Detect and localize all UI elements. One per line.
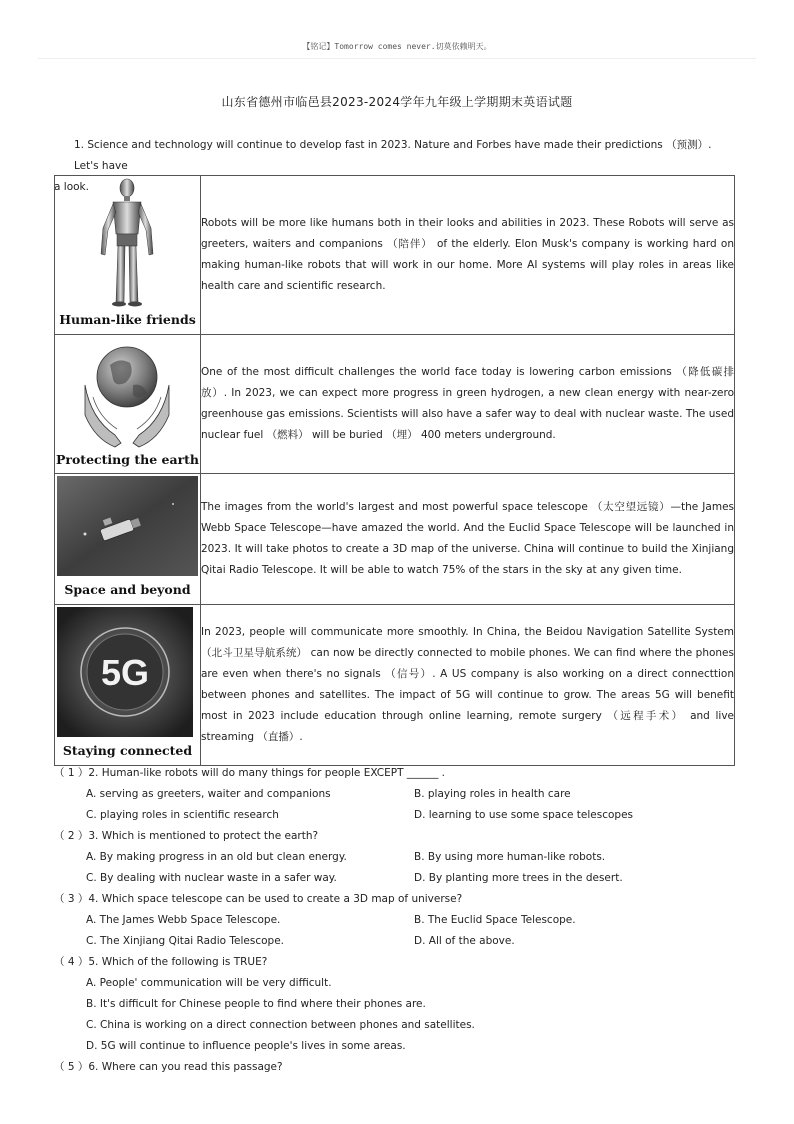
image-cell-5g (55, 605, 201, 766)
question-stem-5: （ 5 ）6. Where can you read this passage? (54, 1061, 283, 1073)
robot-illustration (55, 176, 200, 334)
option-b[interactable]: B. The Euclid Space Telescope. (414, 914, 576, 926)
option-a[interactable]: A. People' communication will be very difficult. (86, 977, 332, 989)
option-c[interactable]: C. China is working on a direct connection between phones and satellites. (86, 1019, 475, 1031)
caption-earth: Protecting the earth (55, 452, 200, 467)
option-b[interactable]: B. It's difficult for Chinese people to find where their phones are. (86, 998, 426, 1010)
passage-text-5g: In 2023, people will communicate more smoothly. In China, the Beidou Navigation Satellite System （北斗卫星导航系统） can now be directly connected to mobile phones. We can find where the phones are even when there's no signals （信号）. A US company is also working on a direct connecttion between phones and satellites. The impact of 5G will continue to grow. The areas 5G will benefit most in 2023 include education through online learning, remote surgery （远程手术） and live streaming （直播）. (201, 605, 735, 766)
intro-line-2: a look. (54, 181, 89, 193)
options-row (54, 868, 744, 889)
caption-space: Space and beyond (64, 582, 191, 597)
option-d[interactable]: D. 5G will continue to influence people's lives in some areas. (86, 1040, 406, 1052)
image-cell-robots (55, 176, 201, 335)
passage-row-space (55, 474, 735, 605)
option-d[interactable]: D. learning to use some space telescopes (414, 809, 634, 821)
header-divider (38, 58, 756, 59)
intro-line-1: 1. Science and technology will continue to develop fast in 2023. Nature and Forbes have made their predictions （预测）. Let's have (74, 139, 712, 172)
options-row (54, 910, 744, 931)
option-d[interactable]: D. All of the above. (414, 935, 515, 947)
option-b[interactable]: B. playing roles in health care (414, 788, 571, 800)
option-d[interactable]: D. By planting more trees in the desert. (414, 872, 623, 884)
5g-badge-illustration (55, 605, 200, 765)
options-row (54, 784, 744, 805)
question-stem-4: （ 4 ）5. Which of the following is TRUE? (54, 956, 268, 968)
caption-robots: Human-like friends (59, 312, 196, 327)
option-b[interactable]: B. By using more human-like robots. (414, 851, 606, 863)
passage-table (54, 175, 735, 766)
question-stem-3: （ 3 ）4. Which space telescope can be used to create a 3D map of universe? (54, 893, 463, 905)
header-note: 【铭记】Tomorrow comes never.切莫依赖明天。 (302, 42, 492, 51)
options-row (54, 805, 744, 826)
question-stem-1: （ 1 ）2. Human-like robots will do many things for people EXCEPT ______ . (54, 767, 446, 779)
option-a[interactable]: A. serving as greeters, waiter and companions (86, 788, 331, 800)
questions-section (54, 763, 744, 1078)
option-c[interactable]: C. The Xinjiang Qitai Radio Telescope. (86, 935, 284, 947)
passage-text-robots: Robots will be more like humans both in their looks and abilities in 2023. These Robots will serve as greeters, waiters and companions （陪伴） of the elderly. Elon Musk's company is working hard on making human-like robots that will work in our home. More AI systems will play roles in areas like health care and scientific research. (201, 176, 735, 335)
caption-5g: Staying connected (62, 743, 193, 758)
option-a[interactable]: A. By making progress in an old but clean energy. (86, 851, 347, 863)
options-row (54, 847, 744, 868)
passage-row-5g (55, 605, 735, 766)
image-cell-space (55, 474, 201, 605)
option-c[interactable]: C. playing roles in scientific research (86, 809, 279, 821)
document-title: 山东省德州市临邑县2023-2024学年九年级上学期期末英语试题 (221, 95, 573, 109)
passage-row-robots (55, 176, 735, 335)
image-cell-earth (55, 335, 201, 474)
option-a[interactable]: A. The James Webb Space Telescope. (86, 914, 281, 926)
question-stem-2: （ 2 ）3. Which is mentioned to protect the earth? (54, 830, 319, 842)
options-row (54, 931, 744, 952)
passage-text-earth: One of the most difficult challenges the world face today is lowering carbon emissions （降低碳排放）. In 2023, we can expect more progress in green hydrogen, a new clean energy with near-zero greenhouse gas emissions. Scientists will also have a safer way to deal with nuclear waste. The used nuclear fuel （燃料） will be buried （埋） 400 meters underground. (201, 335, 735, 474)
5g-label: 5G (100, 652, 150, 693)
passage-text-space: The images from the world's largest and most powerful space telescope （太空望远镜）—the James Webb Space Telescope—have amazed the world. And the Euclid Space Telescope will be launched in 2023. It will take photos to create a 3D map of the universe. China will continue to build the Xinjiang Qitai Radio Telescope. It will be able to watch 75% of the stars in the sky at any given time. (201, 474, 735, 605)
passage-row-earth (55, 335, 735, 474)
option-c[interactable]: C. By dealing with nuclear waste in a safer way. (86, 872, 337, 884)
